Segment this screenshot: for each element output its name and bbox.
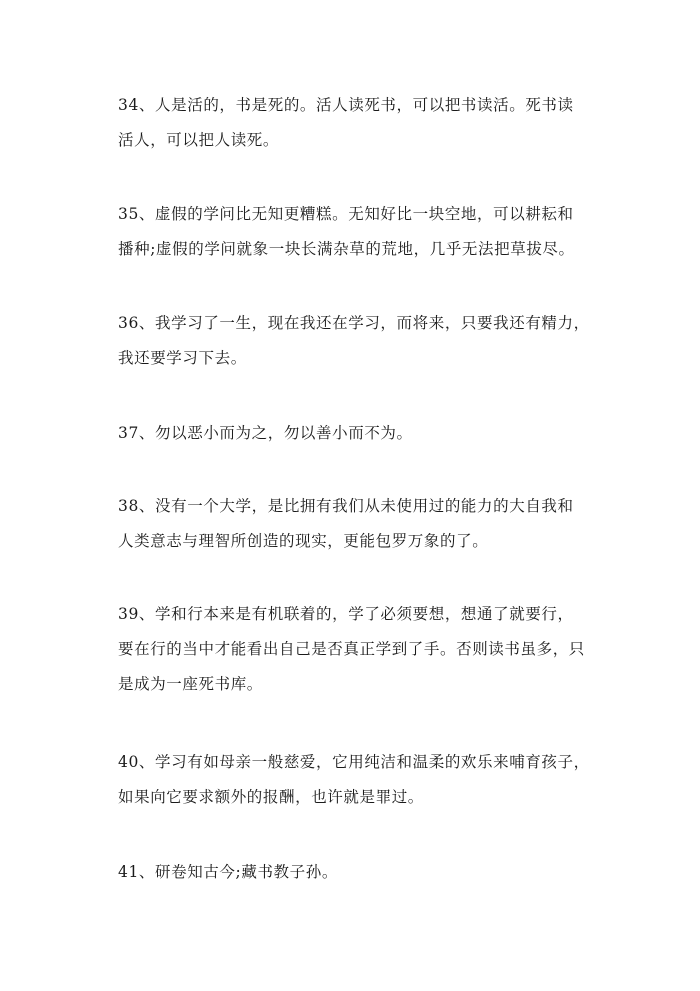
- paragraph-line: 播种;虚假的学问就象一块长满杂草的荒地，几乎无法把草拔尽。: [118, 240, 575, 258]
- paragraph-39: [118, 597, 598, 702]
- paragraph-line: 36、我学习了一生，现在我还在学习，而将来，只要我还有精力，: [118, 314, 590, 332]
- paragraph-line: 37、勿以恶小而为之，勿以善小而不为。: [118, 424, 413, 442]
- paragraph-line: 我还要学习下去。: [118, 349, 247, 367]
- paragraph-line: 活人，可以把人读死。: [118, 131, 280, 149]
- paragraph-line: 39、学和行本来是有机联着的，学了必须要想，想通了就要行，: [118, 605, 574, 623]
- paragraph-34: [118, 88, 598, 158]
- paragraph-35: [118, 197, 598, 267]
- paragraph-line: 人类意志与理智所创造的现实，更能包罗万象的了。: [118, 532, 489, 550]
- paragraph-40: [118, 745, 598, 815]
- paragraph-line: 41、研卷知古今;藏书教子孙。: [118, 863, 338, 881]
- paragraph-line: 是成为一座死书库。: [118, 675, 263, 693]
- paragraph-line: 要在行的当中才能看出自己是否真正学到了手。否则读书虽多，只: [118, 640, 585, 658]
- paragraph-41: [118, 855, 598, 890]
- paragraph-line: 40、学习有如母亲一般慈爱，它用纯洁和温柔的欢乐来哺育孩子，: [118, 753, 590, 771]
- paragraph-line: 如果向它要求额外的报酬，也许就是罪过。: [118, 788, 424, 806]
- paragraph-line: 35、虚假的学问比无知更糟糕。无知好比一块空地，可以耕耘和: [118, 205, 574, 223]
- paragraph-38: [118, 489, 598, 559]
- paragraph-line: 34、人是活的，书是死的。活人读死书，可以把书读活。死书读: [118, 96, 574, 114]
- paragraph-36: [118, 306, 598, 376]
- paragraph-line: 38、没有一个大学，是比拥有我们从未使用过的能力的大自我和: [118, 497, 574, 515]
- paragraph-37: [118, 416, 598, 451]
